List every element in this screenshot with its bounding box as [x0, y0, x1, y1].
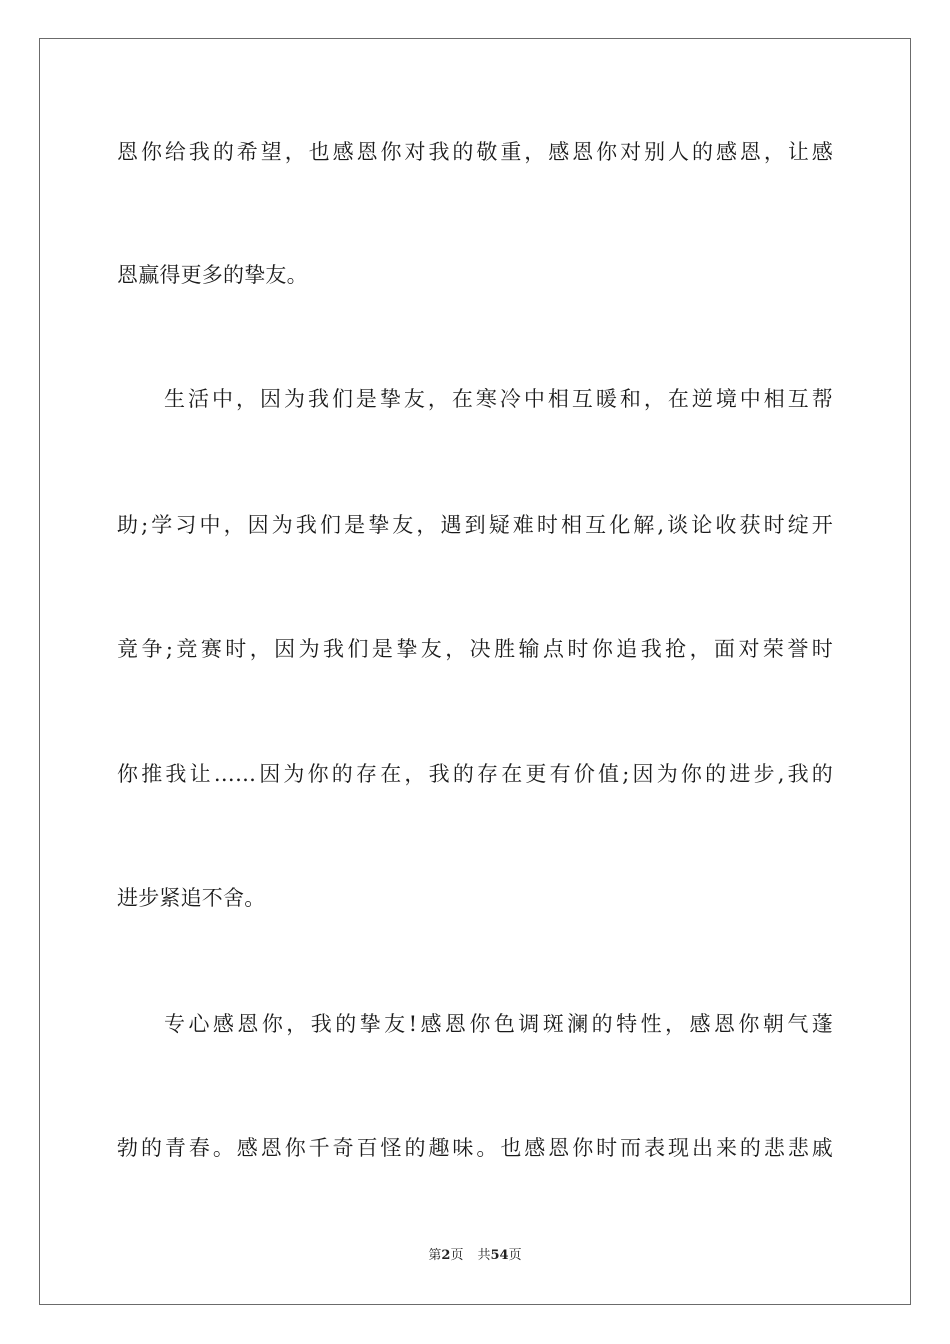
text-line: 竟争;竞赛时，因为我们是挚友，决胜输点时你追我抢，面对荣誉时 [117, 637, 833, 661]
text-line: 勃的青春。感恩你千奇百怪的趣味。也感恩你时而表现出来的悲悲戚 [117, 1136, 833, 1160]
text-line: 你推我让……因为你的存在，我的存在更有价值;因为你的进步,我的 [117, 762, 833, 786]
text-line: 恩赢得更多的挚友。 [117, 263, 308, 287]
text-line: 专心感恩你，我的挚友!感恩你色调斑澜的特性，感恩你朝气蓬 [164, 1012, 833, 1036]
page-border [39, 38, 911, 1305]
text-line: 生活中，因为我们是挚友，在寒冷中相互暖和，在逆境中相互帮 [164, 387, 833, 411]
total-prefix: 共 [477, 1248, 491, 1263]
page-number: 2 [441, 1248, 451, 1263]
total-pages: 54 [490, 1248, 509, 1263]
page-prefix: 第 [428, 1248, 442, 1263]
text-line: 助;学习中，因为我们是挚友，遇到疑难时相互化解,谈论收获时绽开 [117, 513, 833, 537]
text-line: 进步紧追不舍。 [117, 886, 266, 910]
text-line: 恩你给我的希望，也感恩你对我的敬重，感恩你对别人的感恩，让感 [117, 140, 833, 164]
page-suffix: 页 [450, 1248, 464, 1263]
total-suffix: 页 [508, 1248, 522, 1263]
page-footer [0, 1247, 950, 1265]
